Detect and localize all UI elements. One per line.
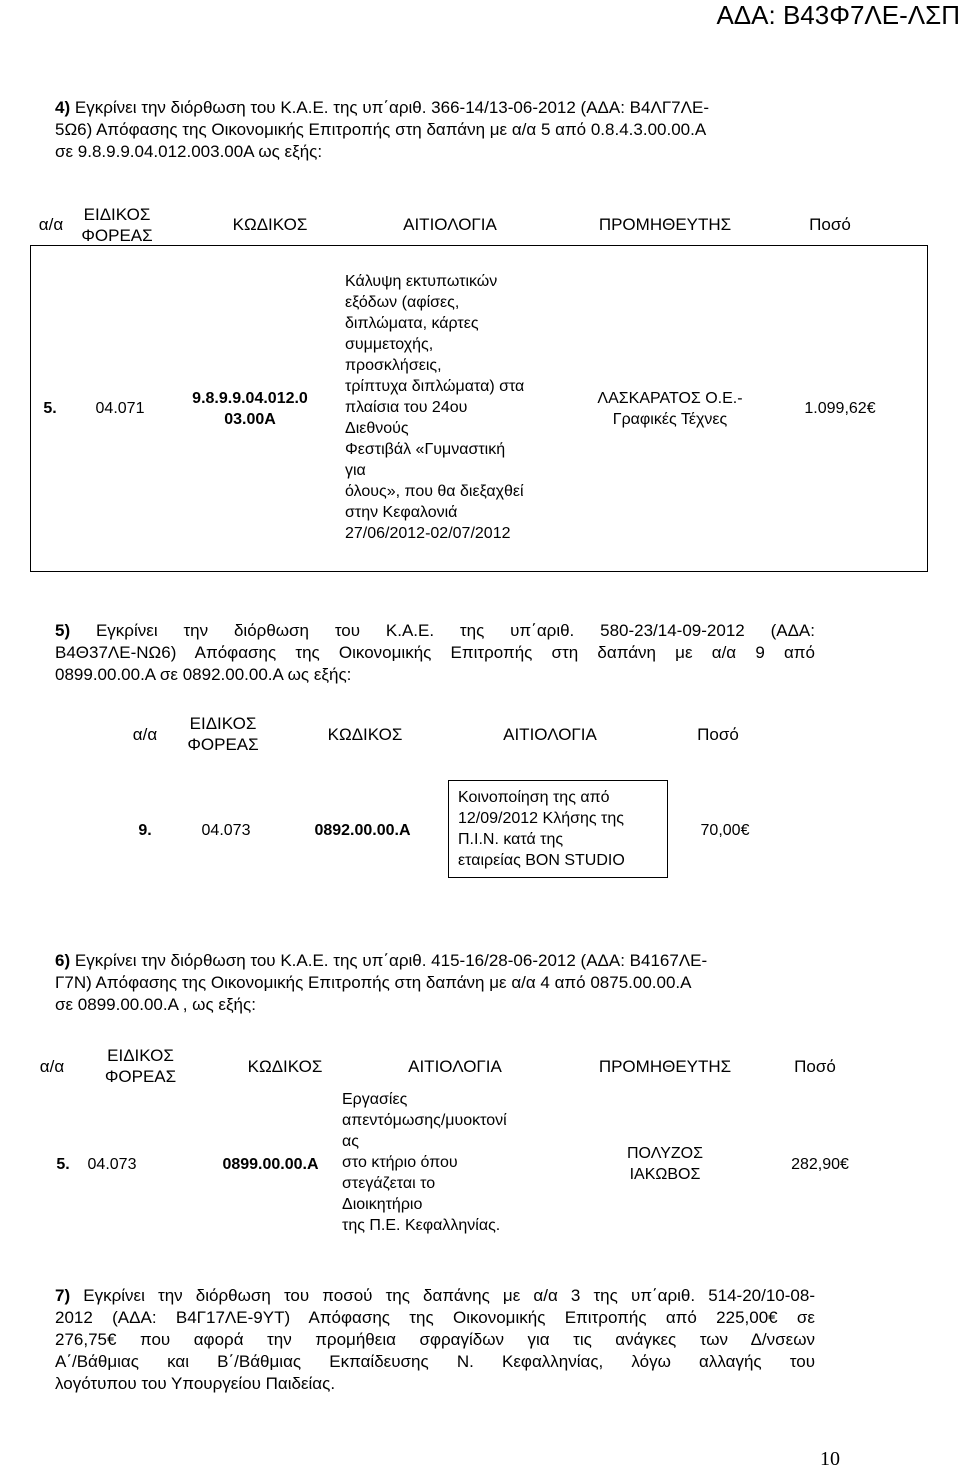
section-7-line-2: 2012 (ΑΔΑ: Β4Γ17ΛΕ-9ΥΤ) Απόφασης της Οικονομικής Επιτροπής από 225,00€ σε <box>55 1308 815 1327</box>
header-poso: Ποσό <box>809 215 851 234</box>
section-5-line-2: Β4Θ37ΛΕ-ΝΩ6) Απόφασης της Οικονομικής Επιτροπής στη δαπάνη με α/α 9 από <box>55 643 815 662</box>
section-6-line-1-text: Εγκρίνει την διόρθωση του Κ.Α.Ε. της υπ΄αριθ. 415-16/28-06-2012 (ΑΔΑ: Β4167ΛΕ- <box>74 951 708 970</box>
section-4-number: 4) <box>55 98 71 117</box>
aitiologia-line: στο κτήριο όπου <box>342 1154 458 1171</box>
header-eidikos-foreas <box>72 204 162 246</box>
section-7-text <box>55 1285 815 1395</box>
aitiologia-line: ας <box>342 1133 359 1150</box>
aitiologia-line: εξόδων (αφίσες, <box>345 294 460 311</box>
section-7-line-5: λογότυπου του Υπουργείου Παιδείας. <box>55 1374 336 1393</box>
section-4-line-1-text: Εγκρίνει την διόρθωση του Κ.Α.Ε. της υπ΄αριθ. 366-14/13-06-2012 (ΑΔΑ: Β4ΛΓ7ΛΕ- <box>74 98 709 117</box>
row-kodikos-line-1: 9.8.9.9.04.012.0 <box>192 390 308 407</box>
aitiologia-line: εταιρείας BON STUDIO <box>458 852 625 869</box>
aitiologia-line: Κάλυψη εκτυπωτικών <box>345 273 498 290</box>
section-6-number: 6) <box>55 951 71 970</box>
promitheftis-line-2: Γραφικές Τέχνες <box>612 411 728 428</box>
row-promitheftis <box>580 1143 750 1185</box>
section-7-number: 7) <box>55 1286 71 1305</box>
row-kodikos-line-2: 03.00Α <box>224 411 276 428</box>
row-promitheftis <box>585 388 755 430</box>
section-4-line-1 <box>55 97 855 119</box>
row-aitiologia <box>458 787 663 871</box>
section-6-line-3: σε 0899.00.00.Α , ως εξής: <box>55 995 256 1014</box>
aitiologia-line: Κοινοποίηση της από <box>458 789 610 806</box>
section-5-number: 5) <box>55 621 71 640</box>
section-7-line-4: Α΄/Βάθμιας και Β΄/Βάθμιας Εκπαίδευσης Ν. Κεφαλληνίας, λόγω αλλαγής του <box>55 1352 815 1371</box>
aitiologia-line: Διεθνούς <box>345 420 409 437</box>
section-5-text <box>55 620 815 686</box>
aitiologia-line: για <box>345 462 366 479</box>
row-aitiologia <box>342 1089 562 1236</box>
row-aa: 5. <box>56 1156 70 1173</box>
header-aa: α/α <box>132 725 158 744</box>
page-number: 10 <box>820 1448 840 1470</box>
header-kodikos: ΚΩΔΙΚΟΣ <box>247 1057 323 1076</box>
section-7-line-3: 276,75€ που αφορά την προμήθεια σφραγίδων για τις ανάγκες των Δ/νσεων <box>55 1330 815 1349</box>
header-aa: α/α <box>39 1057 65 1076</box>
row-foreas: 04.073 <box>87 1156 137 1173</box>
section-5-line-1 <box>55 620 815 642</box>
row-poso: 282,90€ <box>791 1156 849 1173</box>
header-aa: α/α <box>38 215 64 234</box>
header-promitheftis: ΠΡΟΜΗΘΕΥΤΗΣ <box>598 1057 732 1076</box>
header-kodikos: ΚΩΔΙΚΟΣ <box>232 215 308 234</box>
header-eidikos-foreas: ΕΙΔΙΚΟΣ ΦΟΡΕΑΣ <box>187 714 259 754</box>
section-4-line-3: σε 9.8.9.9.04.012.003.00Α ως εξής: <box>55 142 323 161</box>
header-aitiologia: ΑΙΤΙΟΛΟΓΙΑ <box>408 1057 502 1076</box>
row-kodikos: 0892.00.00.Α <box>314 822 411 839</box>
aitiologia-line: στεγάζεται το <box>342 1175 436 1192</box>
header-aitiologia: ΑΙΤΙΟΛΟΓΙΑ <box>503 725 597 744</box>
aitiologia-line: τρίπτυχα διπλώματα) στα <box>345 378 525 395</box>
aitiologia-line: όλους», που θα διεξαχθεί <box>345 483 524 500</box>
row-aa: 5. <box>43 400 57 417</box>
header-poso: Ποσό <box>697 725 739 744</box>
aitiologia-line: Διοικητήριο <box>342 1196 423 1213</box>
aitiologia-line: συμμετοχής, <box>345 336 434 353</box>
section-5-line-1-text: Εγκρίνει την διόρθωση του Κ.Α.Ε. της υπ΄αριθ. 580-23/14-09-2012 (ΑΔΑ: <box>95 621 815 640</box>
header-poso: Ποσό <box>794 1057 836 1076</box>
aitiologia-line: 12/09/2012 Κλήσης της <box>458 810 624 827</box>
row-poso: 1.099,62€ <box>804 400 876 417</box>
row-aitiologia <box>345 271 575 544</box>
aitiologia-line: Εργασίες <box>342 1091 408 1108</box>
promitheftis-line-1: ΛΑΣΚΑΡΑΤΟΣ Ο.Ε.- <box>597 390 743 407</box>
section-7-line-1-text: Εγκρίνει την διόρθωση του ποσού της δαπάνης με α/α 3 της υπ΄αριθ. 514-20/10-08- <box>83 1286 815 1305</box>
section-4-text <box>55 97 855 163</box>
header-aitiologia: ΑΙΤΙΟΛΟΓΙΑ <box>403 215 497 234</box>
section-6-line-2: Γ7Ν) Απόφασης της Οικονομικής Επιτροπής στη δαπάνη με α/α 4 από 0875.00.00.Α <box>55 973 692 992</box>
row-foreas: 04.073 <box>201 822 251 839</box>
row-kodikos: 0899.00.00.Α <box>222 1156 319 1173</box>
section-6-line-1 <box>55 950 855 972</box>
aitiologia-line: 27/06/2012-02/07/2012 <box>345 525 511 542</box>
aitiologia-line: Π.Ι.Ν. κατά της <box>458 831 564 848</box>
section-7-line-1 <box>55 1285 815 1307</box>
row-foreas: 04.071 <box>95 400 145 417</box>
ada-header: ΑΔΑ: Β43Φ7ΛΕ-ΛΣΠ <box>716 0 960 30</box>
aitiologia-line: απεντόμωσης/μυοκτονί <box>342 1112 507 1129</box>
row-kodikos <box>175 388 325 430</box>
header-kodikos: ΚΩΔΙΚΟΣ <box>327 725 403 744</box>
promitheftis-line-2: ΙΑΚΩΒΟΣ <box>629 1166 701 1183</box>
header-eidikos-foreas-text: ΕΙΔΙΚΟΣ ΦΟΡΕΑΣ <box>81 205 153 245</box>
section-6-text <box>55 950 855 1016</box>
section-4-line-2: 5Ω6) Απόφασης της Οικονομικής Επιτροπής στη δαπάνη με α/α 5 από 0.8.4.3.00.00.Α <box>55 120 707 139</box>
aitiologia-line: διπλώματα, κάρτες <box>345 315 479 332</box>
promitheftis-line-1: ΠΟΛΥΖΟΣ <box>627 1145 703 1162</box>
aitiologia-line: προσκλήσεις, <box>345 357 442 374</box>
header-eidikos-foreas: ΕΙΔΙΚΟΣ ΦΟΡΕΑΣ <box>104 1046 177 1086</box>
row-poso: 70,00€ <box>700 822 750 839</box>
section-5-line-3: 0899.00.00.Α σε 0892.00.00.Α ως εξής: <box>55 665 352 684</box>
aitiologia-line: πλαίσια του 24ου <box>345 399 468 416</box>
aitiologia-line: στην Κεφαλονιά <box>345 504 458 521</box>
aitiologia-line: Φεστιβάλ «Γυμναστική <box>345 441 506 458</box>
header-promitheftis: ΠΡΟΜΗΘΕΥΤΗΣ <box>598 215 732 234</box>
aitiologia-line: της Π.Ε. Κεφαλληνίας. <box>342 1217 501 1234</box>
row-aa: 9. <box>138 822 152 839</box>
